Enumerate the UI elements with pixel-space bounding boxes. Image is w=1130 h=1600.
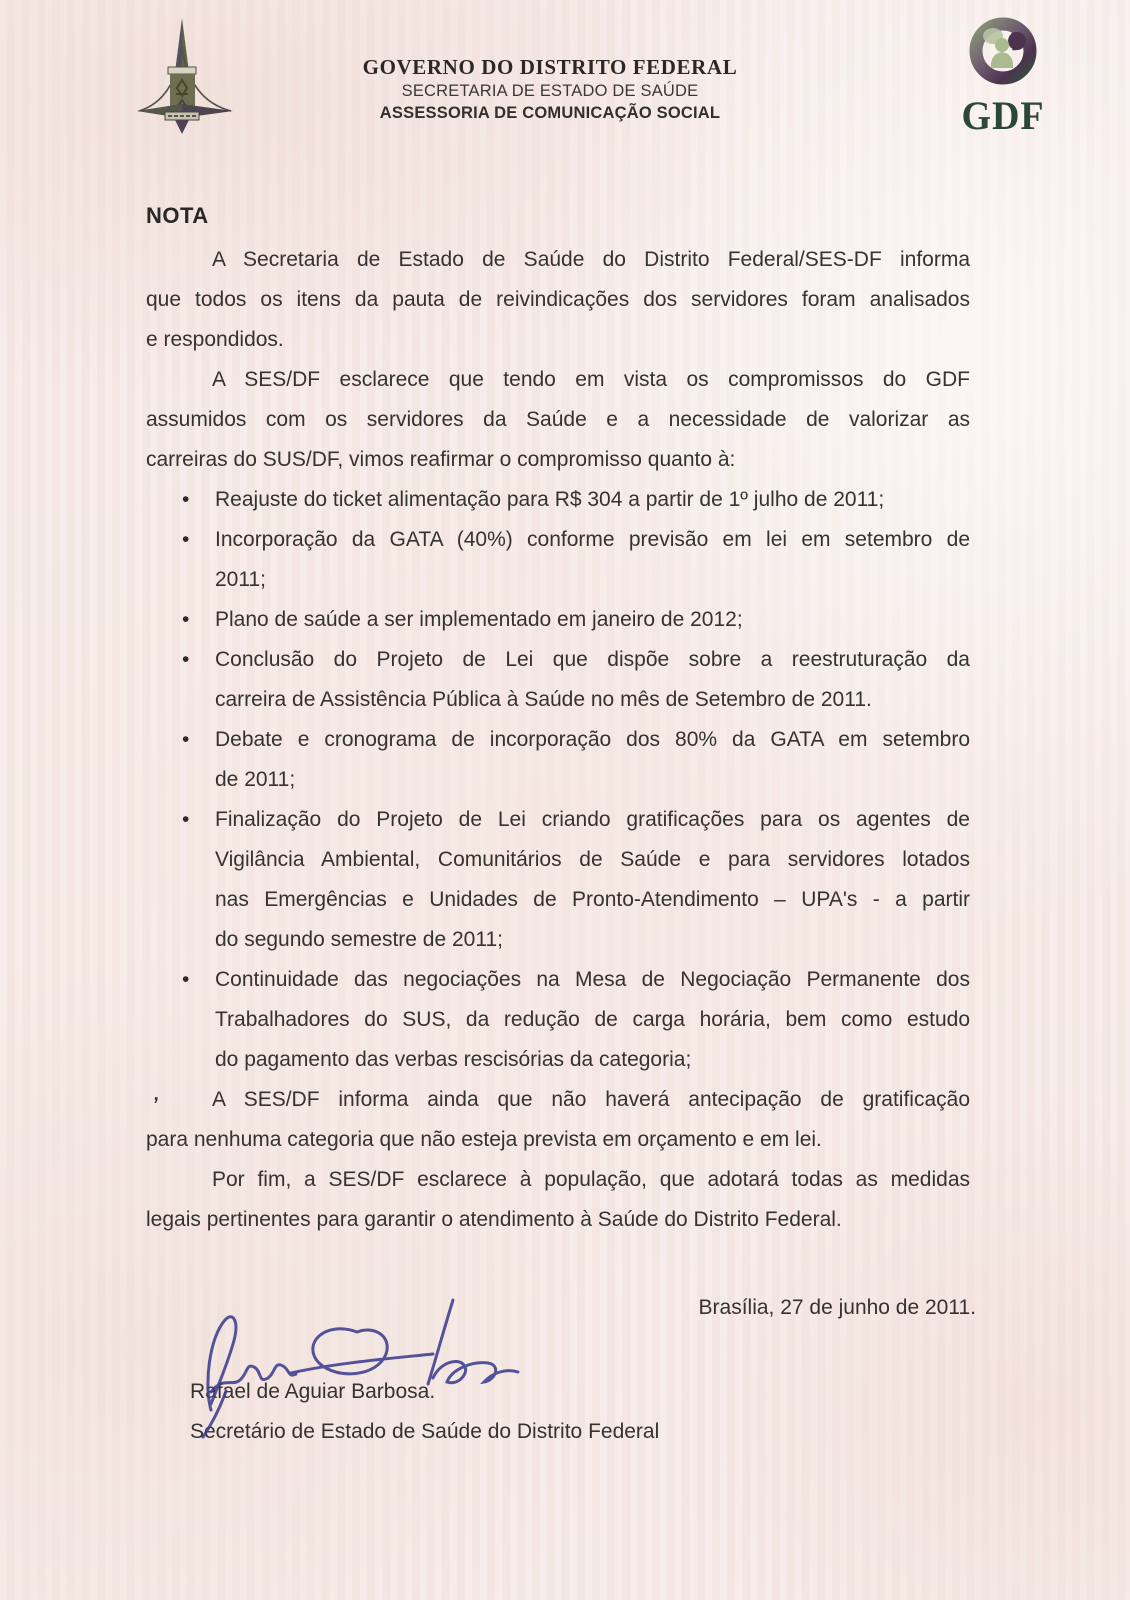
text-line: Reajuste do ticket alimentação para R$ 304 a partir de 1º julho de 2011; bbox=[215, 488, 885, 511]
text-line: carreira de Assistência Pública à Saúde no mês de Setembro de 2011. bbox=[215, 688, 872, 711]
list-item bbox=[146, 960, 970, 1080]
bullet-icon: • bbox=[182, 808, 190, 831]
org-department: SECRETARIA DE ESTADO DE SAÚDE bbox=[401, 82, 699, 100]
paragraph-4 bbox=[146, 1160, 970, 1240]
text-line: e respondidos. bbox=[146, 328, 284, 351]
text-line: legais pertinentes para garantir o atendimento à Saúde do Distrito Federal. bbox=[146, 1208, 842, 1231]
gdf-people-circle-icon bbox=[965, 12, 1041, 90]
letterhead bbox=[330, 54, 770, 124]
stray-ink-mark: , bbox=[152, 1083, 161, 1106]
text-line: A SES/DF informa ainda que não haverá antecipação de gratificação bbox=[212, 1088, 970, 1111]
list-item bbox=[146, 720, 970, 800]
date-line: Brasília, 27 de junho de 2011. bbox=[698, 1296, 976, 1319]
handwritten-signature bbox=[195, 1292, 525, 1442]
document-title: NOTA bbox=[146, 203, 209, 228]
list-item bbox=[146, 600, 970, 640]
text-line: Finalização do Projeto de Lei criando gratificações para os agentes de bbox=[215, 808, 970, 831]
text-line: carreiras do SUS/DF, vimos reafirmar o compromisso quanto à: bbox=[146, 448, 736, 471]
paragraph-1 bbox=[146, 240, 970, 360]
bullet-icon: • bbox=[182, 728, 190, 751]
bullet-icon: • bbox=[182, 528, 190, 551]
text-line: assumidos com os servidores da Saúde e a necessidade de valorizar as bbox=[146, 408, 970, 431]
list-item bbox=[146, 480, 970, 520]
text-line: Trabalhadores do SUS, da redução de carga horária, bem como estudo bbox=[215, 1008, 970, 1031]
text-line: do pagamento das verbas rescisórias da categoria; bbox=[215, 1048, 692, 1071]
gdf-logo-text: GDF bbox=[961, 93, 1045, 138]
text-line: Continuidade das negociações na Mesa de Negociação Permanente dos bbox=[215, 968, 970, 991]
text-line: Por fim, a SES/DF esclarece à população, que adotará todas as medidas bbox=[212, 1168, 970, 1191]
paragraph-2 bbox=[146, 360, 970, 480]
text-line: Plano de saúde a ser implementado em janeiro de 2012; bbox=[215, 608, 743, 631]
text-line: A Secretaria de Estado de Saúde do Distrito Federal/SES-DF informa bbox=[212, 248, 970, 271]
text-line: Incorporação da GATA (40%) conforme previsão em lei em setembro de bbox=[215, 528, 970, 551]
org-office: ASSESSORIA DE COMUNICAÇÃO SOCIAL bbox=[379, 104, 721, 122]
paragraph-3 bbox=[146, 1080, 970, 1160]
text-line: de 2011; bbox=[215, 768, 296, 791]
bullet-icon: • bbox=[182, 648, 190, 671]
list-item bbox=[146, 800, 970, 960]
signatory-name: Rafael de Aguiar Barbosa. bbox=[190, 1380, 436, 1403]
text-line: para nenhuma categoria que não esteja prevista em orçamento e em lei. bbox=[146, 1128, 822, 1151]
signatory-title: Secretário de Estado de Saúde do Distrito Federal bbox=[190, 1420, 660, 1443]
text-line: Vigilância Ambiental, Comunitários de Saúde e para servidores lotados bbox=[215, 848, 970, 871]
brasilia-coat-of-arms-icon bbox=[135, 14, 235, 134]
bullet-icon: • bbox=[182, 608, 190, 631]
text-line: nas Emergências e Unidades de Pronto-Atendimento – UPA's - a partir bbox=[215, 888, 970, 911]
text-line: 2011; bbox=[215, 568, 266, 591]
text-line: Conclusão do Projeto de Lei que dispõe sobre a reestruturação da bbox=[215, 648, 970, 671]
text-line: A SES/DF esclarece que tendo em vista os compromissos do GDF bbox=[212, 368, 970, 391]
text-line: do segundo semestre de 2011; bbox=[215, 928, 503, 951]
org-name: GOVERNO DO DISTRITO FEDERAL bbox=[362, 55, 738, 79]
text-line: que todos os itens da pauta de reivindicações dos servidores foram analisados bbox=[146, 288, 970, 311]
commitments-list bbox=[146, 480, 970, 1080]
text-line: Debate e cronograma de incorporação dos 80% da GATA em setembro bbox=[215, 728, 970, 751]
bullet-icon: • bbox=[182, 488, 190, 511]
list-item bbox=[146, 520, 970, 600]
gdf-logo bbox=[948, 12, 1058, 139]
list-item bbox=[146, 640, 970, 720]
bullet-icon: • bbox=[182, 968, 190, 991]
